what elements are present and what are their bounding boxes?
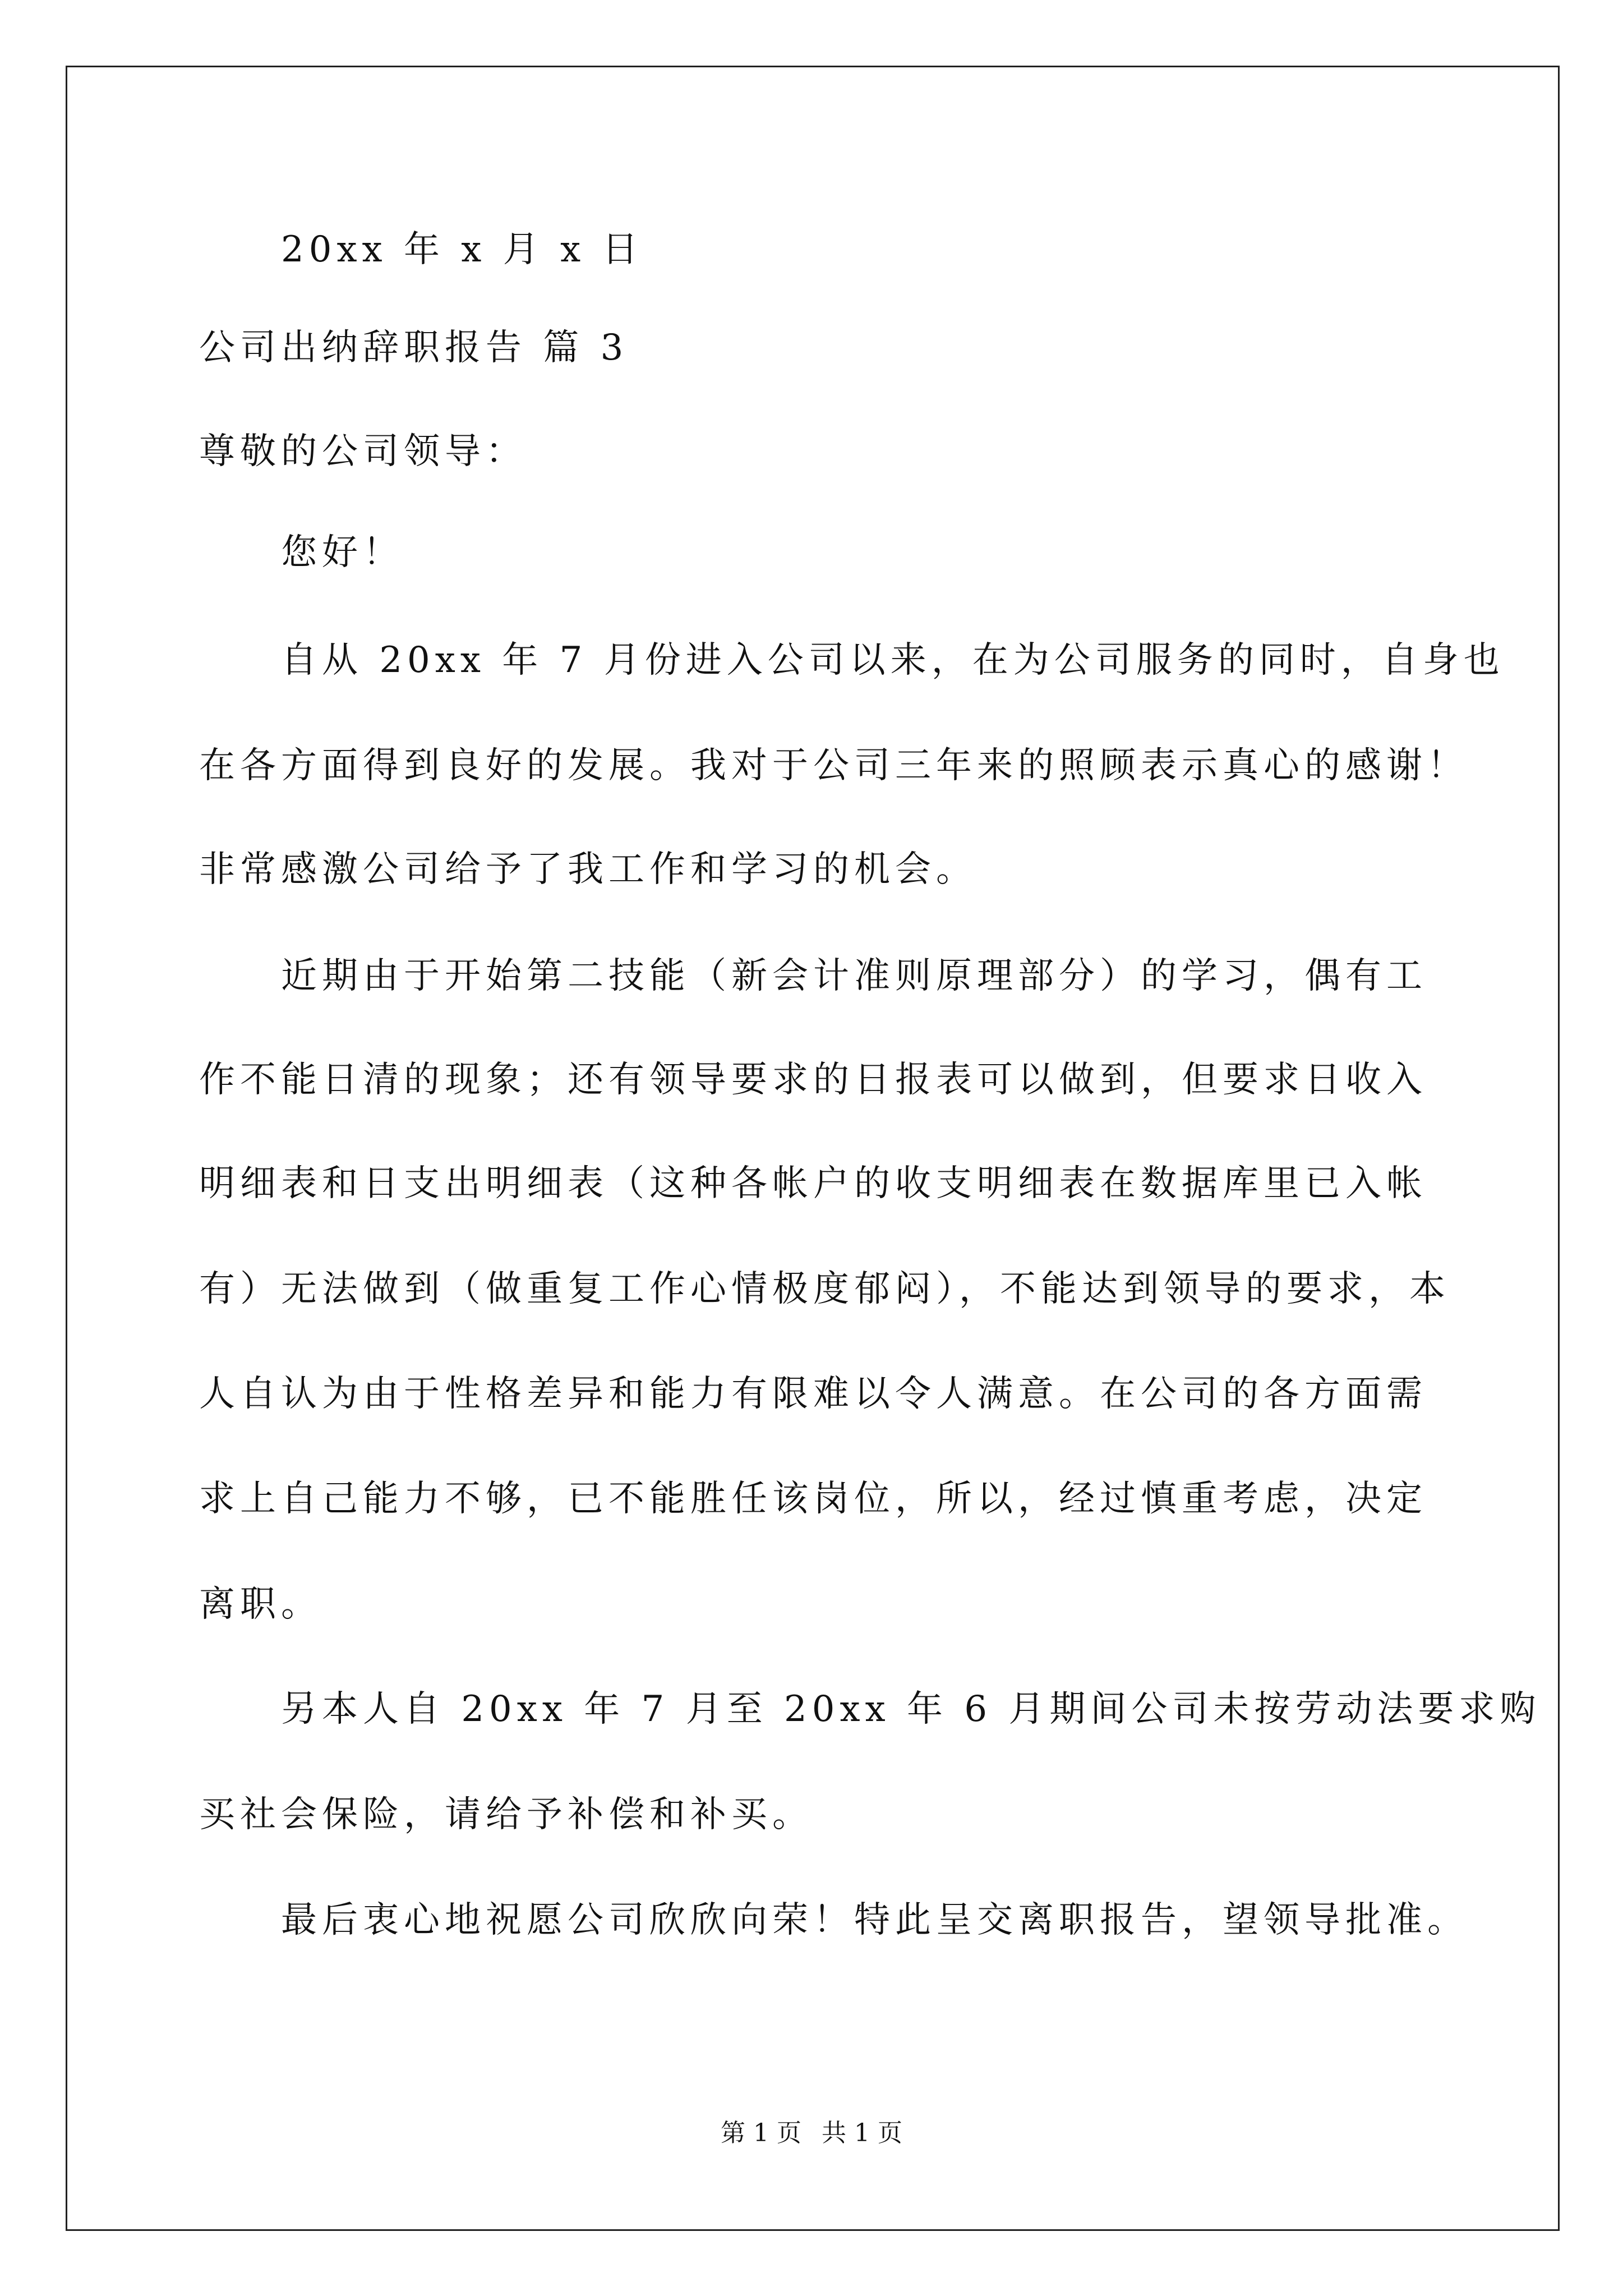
paragraph-2-line-3: 明细表和日支出明细表（这种各帐户的收支明细表在数据库里已入帐 bbox=[199, 1163, 1427, 1204]
paragraph-2-line-2: 作不能日清的现象；还有领导要求的日报表可以做到，但要求日收入 bbox=[199, 1059, 1427, 1101]
paragraph-2-line-7: 离职。 bbox=[199, 1584, 322, 1625]
salutation: 尊敬的公司领导： bbox=[199, 431, 527, 472]
section-title: 公司出纳辞职报告 篇 3 bbox=[199, 327, 629, 369]
paragraph-3-line-2: 买社会保险，请给予补偿和补买。 bbox=[199, 1794, 813, 1835]
paragraph-1-line-3: 非常感激公司给予了我工作和学习的机会。 bbox=[199, 849, 977, 890]
greeting: 您好！ bbox=[281, 532, 404, 573]
paragraph-4-line-1: 最后衷心地祝愿公司欣欣向荣！特此呈交离职报告，望领导批准。 bbox=[281, 1899, 1468, 1941]
paragraph-3-line-1: 另本人自 20xx 年 7 月至 20xx 年 6 月期间公司未按劳动法要求购 bbox=[281, 1688, 1541, 1730]
paragraph-1-line-2: 在各方面得到良好的发展。我对于公司三年来的照顾表示真心的感谢！ bbox=[199, 745, 1468, 786]
paragraph-2-line-6: 求上自己能力不够，已不能胜任该岗位，所以，经过慎重考虑，决定 bbox=[199, 1478, 1427, 1520]
page-number-current: 第 1 页 bbox=[721, 2119, 801, 2147]
paragraph-2-line-5: 人自认为由于性格差异和能力有限难以令人满意。在公司的各方面需 bbox=[199, 1373, 1427, 1415]
page-number-total: 共 1 页 bbox=[822, 2119, 902, 2147]
page-footer bbox=[0, 2118, 1623, 2149]
paragraph-1-line-1: 自从 20xx 年 7 月份进入公司以来，在为公司服务的同时，自身也 bbox=[281, 639, 1505, 681]
paragraph-2-line-4: 有）无法做到（做重复工作心情极度郁闷），不能达到领导的要求，本 bbox=[199, 1268, 1450, 1310]
date-line: 20xx 年 x 月 x 日 bbox=[281, 229, 643, 270]
paragraph-2-line-1: 近期由于开始第二技能（新会计准则原理部分）的学习，偶有工 bbox=[281, 955, 1427, 997]
